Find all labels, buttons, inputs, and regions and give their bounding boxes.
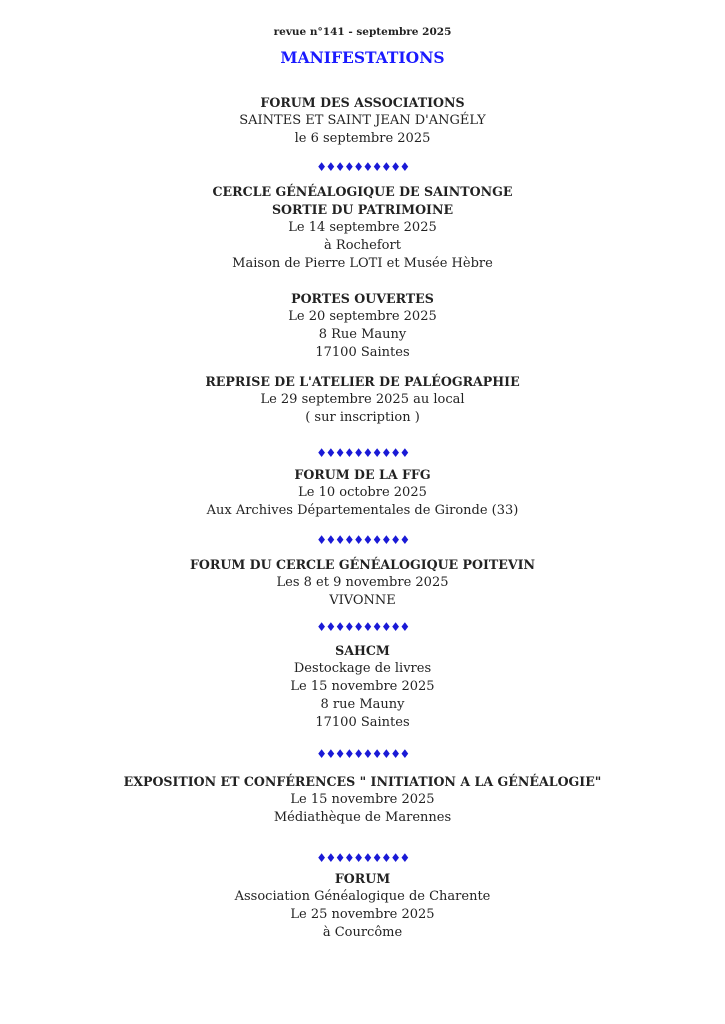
- event-5-line: Aux Archives Départementales de Gironde (33): [206, 503, 519, 518]
- event-3-line: 8 Rue Mauny: [318, 327, 407, 342]
- event-7-line: 17100 Saintes: [315, 715, 410, 730]
- event-5-line: Le 10 octobre 2025: [298, 485, 427, 500]
- event-8-line: Le 15 novembre 2025: [290, 792, 435, 807]
- event-2-line: Le 14 septembre 2025: [288, 220, 437, 235]
- event-6-title: FORUM DU CERCLE GÉNÉALOGIQUE POITEVIN: [189, 557, 536, 572]
- event-5-title: FORUM DE LA FFG: [294, 467, 431, 482]
- event-9-line: Association Généalogique de Charente: [234, 889, 491, 904]
- event-8-title: EXPOSITION ET CONFÉRENCES " INITIATION A LA GÉNÉALOGIE": [123, 774, 602, 789]
- separator: ♦♦♦♦♦♦♦♦♦♦: [316, 747, 409, 761]
- event-4-line: Le 29 septembre 2025 au local: [260, 392, 465, 407]
- event-9-title: FORUM: [334, 871, 391, 886]
- event-8-line: Médiathèque de Marennes: [273, 810, 452, 825]
- issue-header: revue n°141 - septembre 2025: [273, 26, 452, 38]
- event-7-line: Destockage de livres: [293, 661, 432, 676]
- event-4-title: REPRISE DE L'ATELIER DE PALÉOGRAPHIE: [205, 374, 520, 389]
- event-9-line: Le 25 novembre 2025: [290, 907, 435, 922]
- event-6-line: VIVONNE: [329, 593, 396, 608]
- event-4-line: ( sur inscription ): [305, 410, 420, 425]
- event-1-line: le 6 septembre 2025: [294, 131, 431, 146]
- separator: ♦♦♦♦♦♦♦♦♦♦: [316, 620, 409, 634]
- separator: ♦♦♦♦♦♦♦♦♦♦: [316, 160, 409, 174]
- event-2-line: Maison de Pierre LOTI et Musée Hèbre: [232, 256, 493, 271]
- event-3-line: Le 20 septembre 2025: [288, 309, 437, 324]
- event-7-title: SAHCM: [335, 643, 390, 658]
- event-2-line: à Rochefort: [324, 238, 401, 253]
- event-3-title: PORTES OUVERTES: [291, 291, 434, 306]
- event-2-title: CERCLE GÉNÉALOGIQUE DE SAINTONGE: [212, 184, 513, 199]
- event-1-line: SAINTES ET SAINT JEAN D'ANGÉLY: [239, 113, 486, 128]
- event-1-title: FORUM DES ASSOCIATIONS: [260, 95, 465, 110]
- event-9-line: à Courcôme: [322, 925, 403, 940]
- separator: ♦♦♦♦♦♦♦♦♦♦: [316, 446, 409, 460]
- separator: ♦♦♦♦♦♦♦♦♦♦: [316, 851, 409, 865]
- event-3-line: 17100 Saintes: [315, 345, 410, 360]
- event-7-line: 8 rue Mauny: [320, 697, 405, 712]
- separator: ♦♦♦♦♦♦♦♦♦♦: [316, 533, 409, 547]
- event-2-subtitle: SORTIE DU PATRIMOINE: [271, 202, 454, 217]
- page-title: MANIFESTATIONS: [280, 48, 445, 67]
- event-7-line: Le 15 novembre 2025: [290, 679, 435, 694]
- event-6-line: Les 8 et 9 novembre 2025: [276, 575, 449, 590]
